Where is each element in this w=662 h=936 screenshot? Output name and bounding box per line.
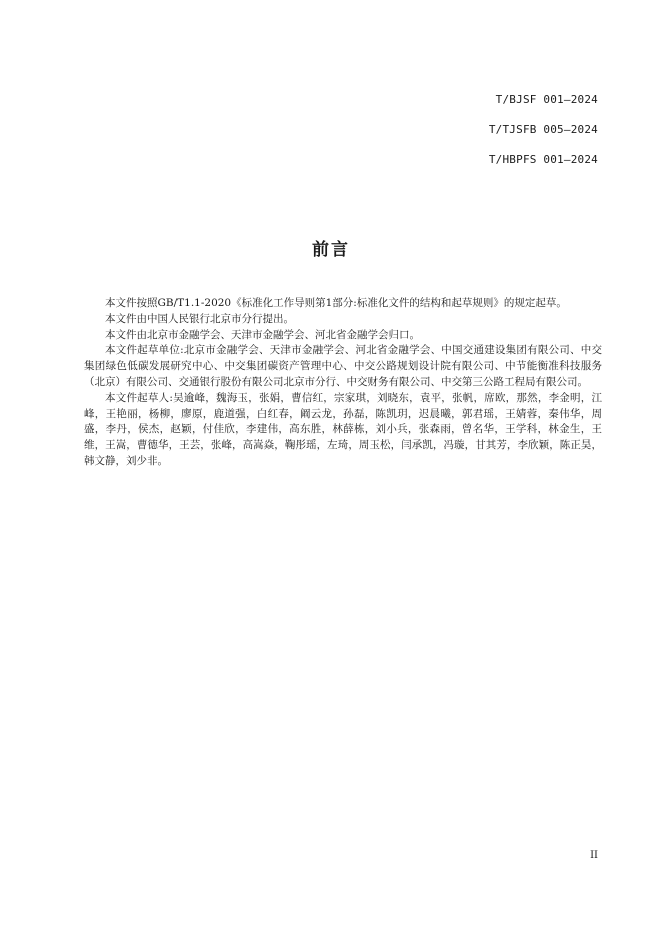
paragraph-proposer: 本文件由中国人民银行北京市分行提出。 bbox=[105, 312, 294, 325]
paragraph-drafters: 本文件起草人:吴逾峰，魏海玉，张娟，曹信红，宗家琪，刘晓东，袁平，张帆，席欧，那然，李金明，江峰，王艳丽，杨柳，廖原，鹿道强，白红春，阚云龙，孙磊，陈凯玥，迟晨曦，郭君瑶，王婧蓉，秦伟华，周盛，李丹，侯杰，赵颖，付佳欣，李建伟，高东胜，林薛栋，刘小兵，张森雨，曾名华，王学科，林金生，王维，王嵩，曹德华，王芸，张峰，高嵩焱，鞠彤瑶，左琦，周玉松，闫承凯，冯璇，甘其芳，李欣颖，陈正昊，韩文静，刘少非。 bbox=[84, 391, 602, 467]
page-number: II bbox=[590, 850, 598, 861]
standard-code-hbpfs: T/HBPFS 001—2024 bbox=[488, 153, 598, 166]
paragraph-drafting-basis: 本文件按照GB/T1.1-2020《标准化工作导则第1部分:标准化文件的结构和起草规则》的规定起草。 bbox=[105, 297, 567, 309]
standard-codes bbox=[489, 92, 598, 182]
foreword-body bbox=[84, 296, 602, 470]
paragraph-responsible-body: 本文件由北京市金融学会、天津市金融学会、河北省金融学会归口。 bbox=[105, 328, 420, 341]
paragraph-drafting-units: 本文件起草单位:北京市金融学会、天津市金融学会、河北省金融学会、中国交通建设集团有限公司、中交集团绿色低碳发展研究中心、中交集团碳资产管理中心、中交公路规划设计院有限公司、中节能衡准科技服务（北京）有限公司、交通银行股份有限公司北京市分行、中交财务有限公司、中交第三公路工程局有限公司。 bbox=[84, 344, 602, 388]
standard-code-tjsfb: T/TJSFB 005—2024 bbox=[488, 123, 598, 136]
page-title: 前言 bbox=[312, 240, 350, 260]
standard-code-bjsf: T/BJSF 001—2024 bbox=[495, 93, 598, 106]
